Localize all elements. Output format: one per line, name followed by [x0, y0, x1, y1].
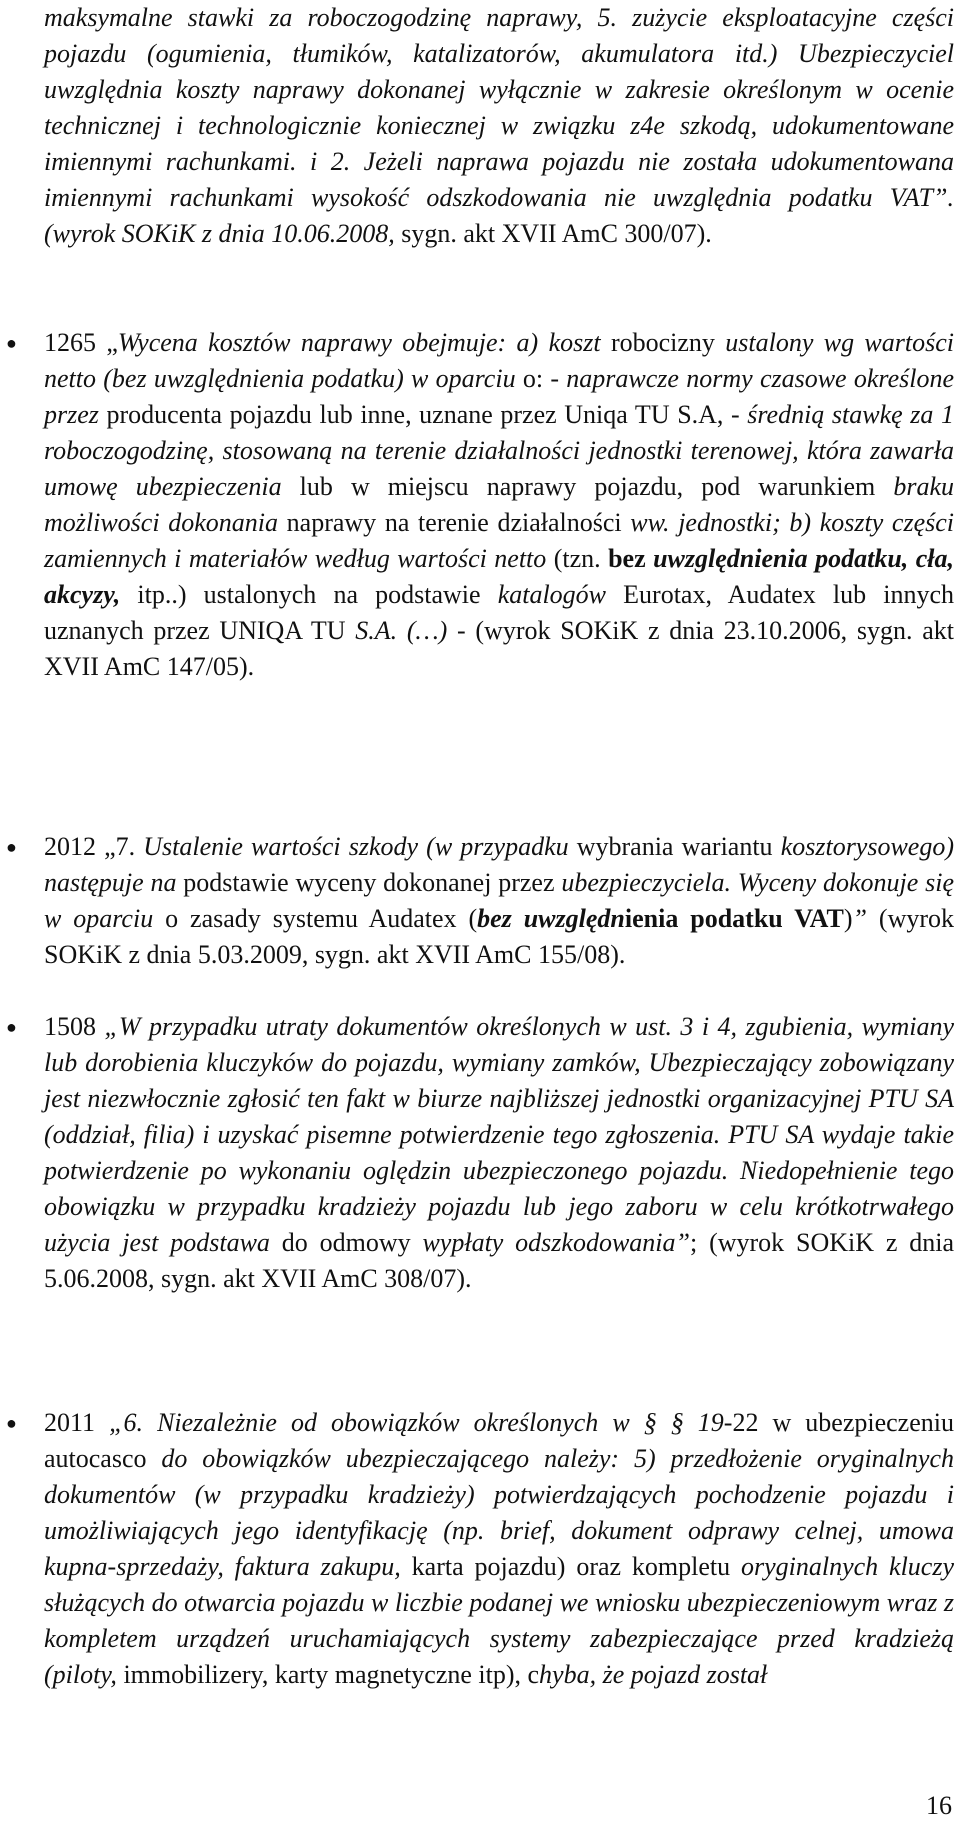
text-run: hyba, że pojazd został — [539, 1660, 768, 1689]
bullet-icon: ● — [6, 333, 17, 353]
paragraph-2012 — [44, 829, 954, 973]
text-run: „W przypadku utraty dokumentów określonych w ust. 3 i 4, zgubienia, wymiany lub dorobienia kluczyków do pojazdu, wymiany zamków, Ubezpieczający zobowiązany jest niezwłocznie zgłosić ten fakt w biurze najbliższej jednostki organizacyjnej PTU SA (oddział, filia) i uzyskać pisemne potwierdzenie tego zgłoszenia. PTU SA wydaje takie potwierdzenie po wykonaniu oględzin ubezpieczonego pojazdu. Niedopełnienie tego obowiązku w przypadku kradzieży pojazdu lub jego zaboru w celu krótkotrwałego użycia jest podstawa — [44, 1012, 954, 1257]
text-run: naprawcze normy czasowe określone przez — [44, 364, 954, 429]
text-run: do odmowy — [281, 1228, 423, 1257]
text-run: 2012 „7. — [44, 832, 144, 861]
text-run: 22 w ubezpieczeniu autocasco — [44, 1408, 954, 1473]
text-run: maksymalne stawki za roboczogodzinę naprawy, 5. zużycie eksploatacyjne części pojazdu (ogumienia, tłumików, katalizatorów, akumulatora itd.) Ubezpieczyciel uwzględnia koszty naprawy dokonanej wyłącznie w zakresie określonym w ocenie technicznej i technologicznie koniecznej w związku z4e szkodą, udokumentowane imiennymi rachunkami. i 2. Jeżeli naprawa pojazdu nie została udokumentowana imiennymi rachunkami wysokość odszkodowania nie uwzględnia podatku VAT”. (wyrok SOKiK z dnia 10.06.2008, — [44, 3, 954, 248]
text-run: kosztorysowego) następuje na — [44, 832, 955, 897]
text-run: 1508 — [44, 1012, 105, 1041]
text-run: bez — [608, 544, 654, 573]
paragraph-1265 — [44, 325, 954, 685]
text-run: „6. Niezależnie od obowiązków określonych w § § 19- — [109, 1408, 733, 1437]
text-run: 1265 „ — [44, 328, 118, 357]
text-run: lub w miejscu naprawy pojazdu, pod warunkiem — [299, 472, 894, 501]
text-run: karta pojazdu) oraz kompletu — [411, 1552, 741, 1581]
text-run: o: - — [522, 364, 567, 393]
text-run: itp..) ustalonych na podstawie — [137, 580, 498, 609]
text-run: do obowiązków ubezpieczającego należy: 5) przedłożenie oryginalnych dokumentów (w przypadku kradzieży) potwierdzających pochodzenie pojazdu i umożliwiających jego identyfikację (np. brief, dokument odprawy celnej, umowa kupna-sprzedaży, faktura zakupu, — [44, 1444, 954, 1581]
text-run: producenta pojazdu lub inne, uznane przez Uniqa TU S.A, - — [106, 400, 748, 429]
text-run: ; (wyrok SOKiK z dnia 5.06.2008, sygn. akt XVII AmC 308/07). — [44, 1228, 955, 1293]
text-run: braku możliwości dokonania — [44, 472, 954, 537]
text-run: ustalony wg wartości netto (bez uwzględnienia podatku) w oparciu — [44, 328, 955, 393]
text-run: ienia podatku VAT — [624, 904, 844, 933]
text-run: naprawy na terenie działalności — [286, 508, 631, 537]
text-run: wybrania wariantu — [576, 832, 781, 861]
paragraph-1508 — [44, 1009, 954, 1297]
text-run: bez uwzględn — [477, 904, 625, 933]
text-run: ) — [843, 904, 853, 933]
text-run: robocizny — [610, 328, 726, 357]
paragraph-2011 — [44, 1405, 954, 1693]
page-number: 16 — [926, 1791, 952, 1820]
text-run: podstawie wyceny dokonanej przez — [183, 868, 562, 897]
text-run: średnią stawkę za 1 roboczogodzinę, stosowaną na terenie działalności jednostki terenowej, która zawarła umowę ubezpieczenia — [44, 400, 954, 501]
text-run: oryginalnych kluczy służących do otwarcia pojazdu w liczbie podanej we wniosku ubezpieczeniowym wraz z kompletem urządzeń uruchamiających systemy zabezpieczające przed kradzieżą (piloty, — [44, 1552, 954, 1689]
text-run: wypłaty odszkodowania” — [422, 1228, 690, 1257]
text-run: Ustalenie wartości szkody (w przypadku — [143, 832, 577, 861]
text-run: uwzględnienia podatku, cła, akcyzy, — [44, 544, 954, 609]
text-run: immobilizery, karty magnetyczne itp), c — [123, 1660, 540, 1689]
text-run: ww. jednostki; b) koszty części zamiennych i materiałów według wartości netto — [44, 508, 954, 573]
text-run: sygn. akt XVII AmC 300/07). — [401, 219, 712, 248]
text-run: o zasady systemu Audatex ( — [165, 904, 478, 933]
paragraph-continuation — [44, 0, 954, 252]
text-run: Eurotax, Audatex lub innych uznanych przez UNIQA TU — [44, 580, 954, 645]
text-run: katalogów — [497, 580, 624, 609]
bullet-icon: ● — [6, 837, 17, 857]
text-run: (tzn. — [553, 544, 609, 573]
text-run: (wyrok SOKiK z dnia 5.03.2009, sygn. akt XVII AmC 155/08). — [44, 904, 955, 969]
text-run: - (wyrok SOKiK z dnia 23.10.2006, sygn. akt XVII AmC 147/05). — [44, 616, 954, 681]
text-run: S.A. (…) — [355, 616, 458, 645]
bullet-icon: ● — [6, 1017, 17, 1037]
text-run: ubezpieczyciela. Wyceny dokonuje się w oparciu — [44, 868, 954, 933]
text-run: Wycena kosztów naprawy obejmuje: a) koszt — [117, 328, 611, 357]
text-run: 2011 — [44, 1408, 110, 1437]
text-run: ” — [852, 904, 879, 933]
bullet-icon: ● — [6, 1413, 17, 1433]
